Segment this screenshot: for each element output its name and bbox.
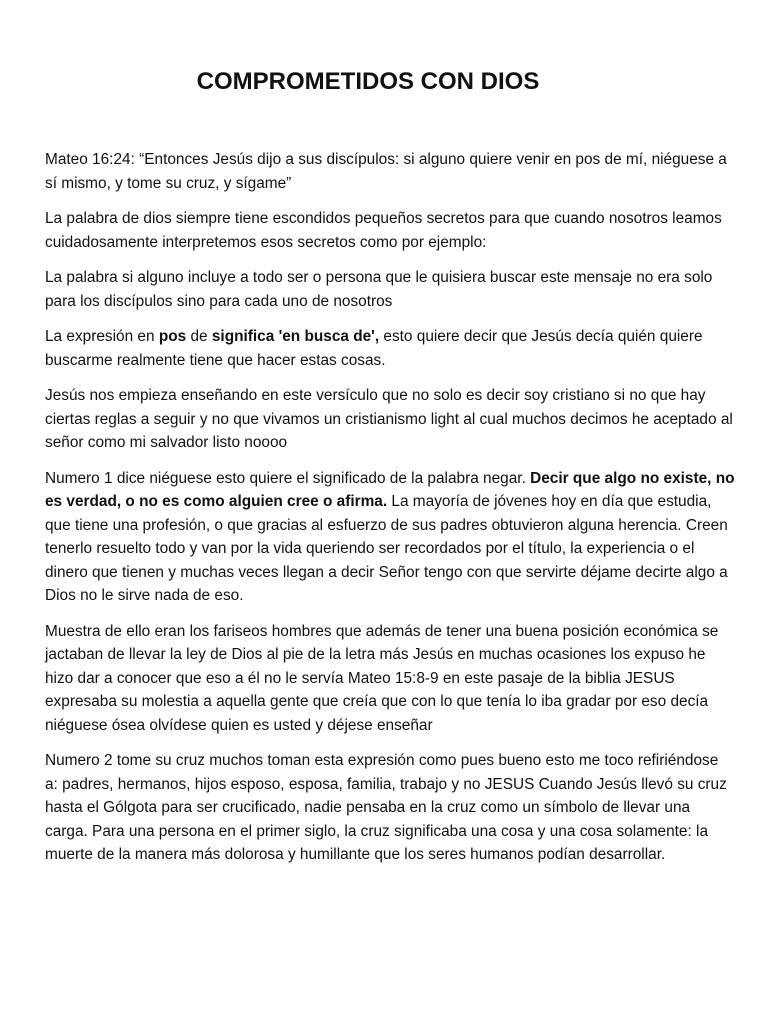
document-body: [45, 148, 735, 879]
paragraph-4-text-2: de: [186, 328, 212, 345]
paragraph-2: La palabra de dios siempre tiene escondidos pequeños secretos para que cuando nosotros leamos cuidadosamente interpretemos esos secretos como por ejemplo:: [45, 210, 722, 251]
paragraph-4: [45, 325, 735, 372]
page-title: COMPROMETIDOS CON DIOS: [196, 68, 540, 95]
paragraph-1: Mateo 16:24: “Entonces Jesús dijo a sus discípulos: si alguno quiere venir en pos de mí, niéguese a sí mismo, y tome su cruz, y sígame”: [45, 151, 727, 192]
paragraph-6: [45, 467, 735, 608]
paragraph-5: Jesús nos empieza enseñando en este versículo que no solo es decir soy cristiano si no que hay ciertas reglas a seguir y no que vivamos un cristianismo light al cual muchos decimos he aceptado al señor como mi salvador listo noooo: [45, 387, 733, 451]
paragraph-6-text-1: Numero 1 dice niéguese esto quiere el significado de la palabra negar.: [45, 469, 531, 487]
paragraph-7: Muestra de ello eran los fariseos hombres que además de tener una buena posición económica se jactaban de llevar la ley de Dios al pie de la letra más Jesús en muchas ocasiones los expuso he hizo dar a conocer que eso a él no le servía Mateo 15:8-9 en este pasaje de la biblia JESUS expresaba su molestia a aquella gente que creía que con lo que tenía lo iba gradar por eso decía niéguese ósea olvídese quien es usted y déjese enseñar: [45, 622, 719, 734]
paragraph-8: Numero 2 tome su cruz muchos toman esta expresión como pues bueno esto me toco refiriéndose a: padres, hermanos, hijos esposo, esposa, familia, trabajo y no JESUS Cuando Jesús llevó su cruz hasta el Gólgota para ser crucificado, nadie pensaba en la cruz como un símbolo de llevar una carga. Para una persona en el primer siglo, la cruz significaba una cosa y una cosa solamente: la muerte de la manera más dolorosa y humillante que los seres humanos podían desarrollar.: [45, 752, 727, 863]
paragraph-4-text-3: esto quiere decir que Jesús decía quién quiere buscarme realmente tiene que hacer estas cosas.: [45, 328, 703, 369]
paragraph-6-bold-1: Decir que algo no existe, no es verdad, o no es como alguien cree o afirma.: [45, 469, 735, 510]
paragraph-4-bold-2: significa 'en busca de',: [211, 328, 380, 345]
paragraph-3: La palabra si alguno incluye a todo ser o persona que le quisiera buscar este mensaje no era solo para los discípulos sino para cada uno de nosotros: [45, 269, 713, 310]
paragraph-6-text-2: La mayoría de jóvenes hoy en día que estudia, que tiene una profesión, o que gracias al esfuerzo de sus padres obtuvieron alguna herencia. Creen tenerlo resuelto todo y van por la vida queriendo ser recordados por el título, la experiencia o el dinero que tienen y muchas veces llegan a decir Señor tengo con que servirte déjame decirte algo a Dios no le sirve nada de eso.: [45, 493, 728, 604]
paragraph-4-bold-1: pos: [158, 328, 187, 345]
paragraph-4-text-1: La expresión en: [45, 328, 159, 345]
